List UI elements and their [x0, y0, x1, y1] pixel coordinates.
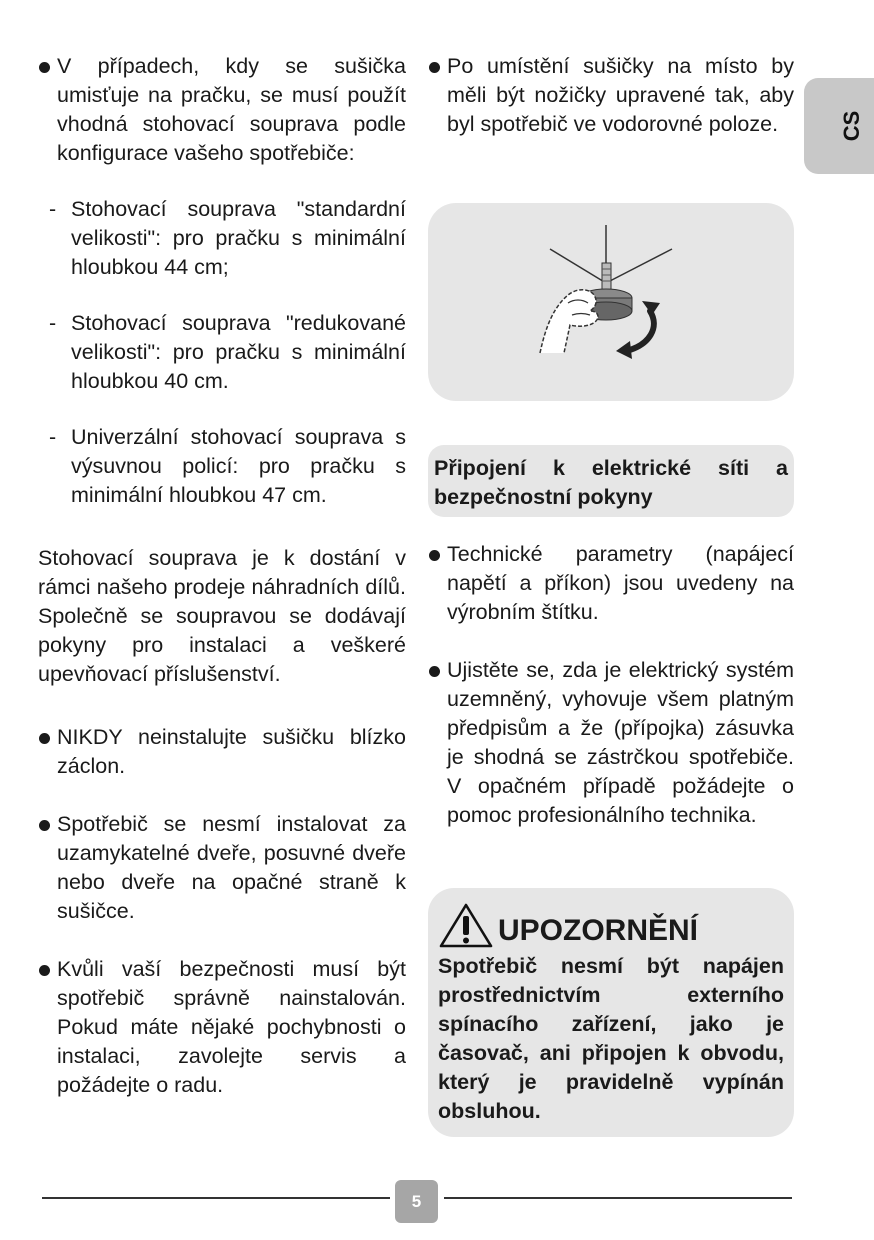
bullet-item: [428, 540, 794, 627]
bullet-dot-icon: [429, 550, 440, 561]
dash-item: [38, 423, 406, 510]
section-heading: [428, 445, 794, 517]
section-heading-text: Připojení k elektrické síti a bezpečnostní pokyny: [434, 456, 788, 509]
dash-item-text: Stohovací souprava "redukované velikosti": pro pračku s minimální hloubkou 40 cm.: [71, 311, 406, 393]
language-tab-label: CS: [839, 110, 864, 142]
bullet-item: [38, 723, 406, 781]
bullet-text: NIKDY neinstalujte sušičku blízko záclon.: [57, 725, 406, 778]
leveling-bullet: [428, 52, 794, 139]
page-number: 5: [395, 1180, 438, 1223]
dash-item-text: Univerzální stohovací souprava s výsuvnou policí: pro pračku s minimální hloubkou 47 cm.: [71, 425, 406, 507]
adjust-foot-illustration: [428, 203, 794, 401]
intro-bullet-text: V případech, kdy se sušička umisťuje na pračku, se musí použít vhodná stohovací souprava podle konfigurace vašeho spotřebiče:: [57, 54, 406, 165]
intro-bullet: [38, 52, 406, 168]
adjust-foot-icon: [428, 203, 794, 401]
dash-mark: -: [49, 311, 57, 335]
dash-item: [38, 309, 406, 396]
right-column-top: [428, 52, 794, 139]
footer-rule-left: [42, 1197, 390, 1199]
bullet-dot-icon: [39, 820, 50, 831]
dash-item-text: Stohovací souprava "standardní velikosti": pro pračku s minimální hloubkou 44 cm;: [71, 197, 406, 279]
warning-title: UPOZORNĚNÍ: [498, 914, 699, 947]
leveling-bullet-text: Po umístění sušičky na místo by měli být nožičky upravené tak, aby byl spotřebič ve vodorovné poloze.: [447, 54, 794, 136]
dash-mark: -: [49, 425, 57, 449]
spare-parts-paragraph: Stohovací souprava je k dostání v rámci našeho prodeje náhradních dílů. Společně se soupravou se dodávají pokyny pro instalaci a veškeré upevňovací příslušenství.: [38, 546, 406, 686]
bullet-dot-icon: [39, 733, 50, 744]
dash-item: [38, 195, 406, 282]
left-column: [38, 52, 406, 1100]
bullet-dot-icon: [39, 965, 50, 976]
bullet-text: Spotřebič se nesmí instalovat za uzamykatelné dveře, posuvné dveře nebo dveře na opačné straně k sušičce.: [57, 812, 406, 923]
bullet-dot-icon: [429, 666, 440, 677]
footer-rule-right: [444, 1197, 792, 1199]
bullet-item: [428, 656, 794, 830]
warning-text: Spotřebič nesmí být napájen prostřednictvím externího spínacího zařízení, jako je časovač, ani připojen k obvodu, který je pravidelně vypínán obsluhou.: [438, 954, 784, 1123]
bullet-item: [38, 810, 406, 926]
warning-header: [438, 900, 784, 948]
dash-mark: -: [49, 197, 57, 221]
warning-triangle-icon: [438, 902, 494, 948]
electrical-bullets: [428, 540, 794, 830]
bullet-text: Technické parametry (napájecí napětí a příkon) jsou uvedeny na výrobním štítku.: [447, 542, 794, 624]
bullet-text: Kvůli vaší bezpečnosti musí být spotřebič správně nainstalován. Pokud máte nějaké pochybnosti o instalaci, zavolejte servis a požádejte o radu.: [57, 957, 406, 1097]
bullet-text: Ujistěte se, zda je elektrický systém uzemněný, vyhovuje všem platným předpisům a že (přípojka) zásuvka je shodná se zástrčkou spotřebiče. V opačném případě požádejte o pomoc profesionálního technika.: [447, 658, 794, 827]
bullet-item: [38, 955, 406, 1100]
warning-box: [428, 888, 794, 1137]
language-tab: [804, 78, 874, 174]
bullet-dot-icon: [429, 62, 440, 73]
bullet-dot-icon: [39, 62, 50, 73]
